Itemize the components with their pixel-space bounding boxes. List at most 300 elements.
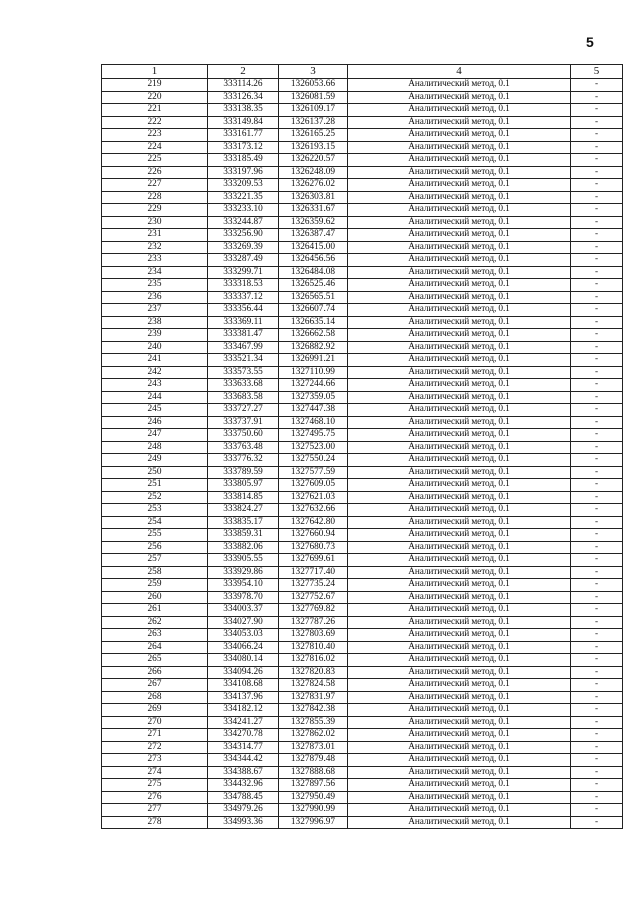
point-number-cell: 241 [102,354,208,367]
point-number-cell: 234 [102,266,208,279]
method-cell: Аналитический метод, 0.1 [348,179,571,192]
point-number-cell: 226 [102,166,208,179]
method-cell: Аналитический метод, 0.1 [348,791,571,804]
method-cell: Аналитический метод, 0.1 [348,566,571,579]
method-cell: Аналитический метод, 0.1 [348,341,571,354]
y-coordinate-cell: 1327735.24 [279,579,348,592]
method-cell: Аналитический метод, 0.1 [348,641,571,654]
y-coordinate-cell: 1326484.08 [279,266,348,279]
x-coordinate-cell: 333356.44 [208,304,279,317]
y-coordinate-cell: 1327879.48 [279,754,348,767]
method-cell: Аналитический метод, 0.1 [348,466,571,479]
description-cell: - [571,479,623,492]
point-number-cell: 258 [102,566,208,579]
x-coordinate-cell: 333369.11 [208,316,279,329]
method-cell: Аналитический метод, 0.1 [348,504,571,517]
method-cell: Аналитический метод, 0.1 [348,291,571,304]
description-cell: - [571,391,623,404]
point-number-cell: 251 [102,479,208,492]
description-cell: - [571,166,623,179]
table-row [102,766,623,779]
table-row [102,204,623,217]
method-cell: Аналитический метод, 0.1 [348,191,571,204]
description-cell: - [571,416,623,429]
y-coordinate-cell: 1327660.94 [279,529,348,542]
y-coordinate-cell: 1327550.24 [279,454,348,467]
point-number-cell: 256 [102,541,208,554]
y-coordinate-cell: 1327523.00 [279,441,348,454]
y-coordinate-cell: 1326109.17 [279,104,348,117]
y-coordinate-cell: 1326165.25 [279,129,348,142]
header-col-3: 3 [279,65,348,79]
description-cell: - [571,229,623,242]
x-coordinate-cell: 333269.39 [208,241,279,254]
description-cell: - [571,116,623,129]
method-cell: Аналитический метод, 0.1 [348,579,571,592]
point-number-cell: 225 [102,154,208,167]
point-number-cell: 254 [102,516,208,529]
x-coordinate-cell: 333114.26 [208,79,279,92]
table-row [102,754,623,767]
table-row [102,266,623,279]
x-coordinate-cell: 333954.10 [208,579,279,592]
method-cell: Аналитический метод, 0.1 [348,129,571,142]
description-cell: - [571,504,623,517]
table-row [102,579,623,592]
point-number-cell: 268 [102,691,208,704]
method-cell: Аналитический метод, 0.1 [348,804,571,817]
description-cell: - [571,104,623,117]
table-row [102,91,623,104]
point-number-cell: 253 [102,504,208,517]
method-cell: Аналитический метод, 0.1 [348,141,571,154]
y-coordinate-cell: 1327831.97 [279,691,348,704]
point-number-cell: 248 [102,441,208,454]
method-cell: Аналитический метод, 0.1 [348,329,571,342]
x-coordinate-cell: 333244.87 [208,216,279,229]
x-coordinate-cell: 334432.96 [208,779,279,792]
method-cell: Аналитический метод, 0.1 [348,591,571,604]
x-coordinate-cell: 334788.45 [208,791,279,804]
y-coordinate-cell: 1326276.02 [279,179,348,192]
x-coordinate-cell: 333727.27 [208,404,279,417]
method-cell: Аналитический метод, 0.1 [348,254,571,267]
point-number-cell: 228 [102,191,208,204]
method-cell: Аналитический метод, 0.1 [348,704,571,717]
description-cell: - [571,704,623,717]
description-cell: - [571,354,623,367]
method-cell: Аналитический метод, 0.1 [348,766,571,779]
description-cell: - [571,616,623,629]
point-number-cell: 229 [102,204,208,217]
y-coordinate-cell: 1327888.68 [279,766,348,779]
table-row [102,716,623,729]
description-cell: - [571,241,623,254]
method-cell: Аналитический метод, 0.1 [348,616,571,629]
description-cell: - [571,579,623,592]
description-cell: - [571,741,623,754]
point-number-cell: 275 [102,779,208,792]
x-coordinate-cell: 334066.24 [208,641,279,654]
x-coordinate-cell: 334388.67 [208,766,279,779]
x-coordinate-cell: 333126.34 [208,91,279,104]
table-row [102,216,623,229]
description-cell: - [571,779,623,792]
table-row [102,554,623,567]
y-coordinate-cell: 1327717.40 [279,566,348,579]
table-row [102,666,623,679]
y-coordinate-cell: 1327632.66 [279,504,348,517]
y-coordinate-cell: 1326331.67 [279,204,348,217]
header-col-4: 4 [348,65,571,79]
y-coordinate-cell: 1326137.28 [279,116,348,129]
x-coordinate-cell: 333776.32 [208,454,279,467]
x-coordinate-cell: 333805.97 [208,479,279,492]
description-cell: - [571,791,623,804]
x-coordinate-cell: 334993.36 [208,816,279,829]
description-cell: - [571,179,623,192]
point-number-cell: 265 [102,654,208,667]
y-coordinate-cell: 1327820.83 [279,666,348,679]
table-row [102,566,623,579]
table-row [102,416,623,429]
description-cell: - [571,529,623,542]
x-coordinate-cell: 333905.55 [208,554,279,567]
method-cell: Аналитический метод, 0.1 [348,516,571,529]
point-number-cell: 246 [102,416,208,429]
x-coordinate-cell: 333859.31 [208,529,279,542]
header-col-2: 2 [208,65,279,79]
x-coordinate-cell: 333467.99 [208,341,279,354]
method-cell: Аналитический метод, 0.1 [348,304,571,317]
method-cell: Аналитический метод, 0.1 [348,229,571,242]
x-coordinate-cell: 333929.86 [208,566,279,579]
description-cell: - [571,266,623,279]
method-cell: Аналитический метод, 0.1 [348,266,571,279]
x-coordinate-cell: 333824.27 [208,504,279,517]
table-row [102,429,623,442]
description-cell: - [571,679,623,692]
description-cell: - [571,216,623,229]
point-number-cell: 263 [102,629,208,642]
description-cell: - [571,204,623,217]
point-number-cell: 245 [102,404,208,417]
x-coordinate-cell: 333138.35 [208,104,279,117]
table-row [102,241,623,254]
description-cell: - [571,191,623,204]
y-coordinate-cell: 1327680.73 [279,541,348,554]
table-row [102,441,623,454]
table-row [102,154,623,167]
x-coordinate-cell: 333789.59 [208,466,279,479]
table-row [102,166,623,179]
table-row [102,104,623,117]
y-coordinate-cell: 1326359.62 [279,216,348,229]
point-number-cell: 273 [102,754,208,767]
table-row [102,116,623,129]
table-row [102,329,623,342]
x-coordinate-cell: 333978.70 [208,591,279,604]
table-row [102,591,623,604]
y-coordinate-cell: 1326053.66 [279,79,348,92]
description-cell: - [571,329,623,342]
point-number-cell: 232 [102,241,208,254]
x-coordinate-cell: 334182.12 [208,704,279,717]
table-row [102,391,623,404]
y-coordinate-cell: 1326220.57 [279,154,348,167]
y-coordinate-cell: 1327996.97 [279,816,348,829]
table-row [102,791,623,804]
point-number-cell: 262 [102,616,208,629]
method-cell: Аналитический метод, 0.1 [348,104,571,117]
point-number-cell: 277 [102,804,208,817]
x-coordinate-cell: 333381.47 [208,329,279,342]
method-cell: Аналитический метод, 0.1 [348,716,571,729]
point-number-cell: 240 [102,341,208,354]
description-cell: - [571,91,623,104]
description-cell: - [571,604,623,617]
description-cell: - [571,816,623,829]
x-coordinate-cell: 333737.91 [208,416,279,429]
point-number-cell: 271 [102,729,208,742]
method-cell: Аналитический метод, 0.1 [348,529,571,542]
y-coordinate-cell: 1327642.80 [279,516,348,529]
y-coordinate-cell: 1327787.26 [279,616,348,629]
point-number-cell: 235 [102,279,208,292]
table-body [102,79,623,829]
y-coordinate-cell: 1327609.05 [279,479,348,492]
x-coordinate-cell: 334270.78 [208,729,279,742]
y-coordinate-cell: 1327897.56 [279,779,348,792]
table-row [102,79,623,92]
y-coordinate-cell: 1326193.15 [279,141,348,154]
x-coordinate-cell: 333299.71 [208,266,279,279]
description-cell: - [571,804,623,817]
point-number-cell: 259 [102,579,208,592]
y-coordinate-cell: 1326662.58 [279,329,348,342]
x-coordinate-cell: 333209.53 [208,179,279,192]
point-number-cell: 266 [102,666,208,679]
table-header-row [102,65,623,79]
description-cell: - [571,729,623,742]
description-cell: - [571,404,623,417]
table-row [102,379,623,392]
point-number-cell: 238 [102,316,208,329]
y-coordinate-cell: 1327577.59 [279,466,348,479]
description-cell: - [571,316,623,329]
table-row [102,316,623,329]
method-cell: Аналитический метод, 0.1 [348,654,571,667]
description-cell: - [571,516,623,529]
description-cell: - [571,141,623,154]
x-coordinate-cell: 334053.03 [208,629,279,642]
y-coordinate-cell: 1326991.21 [279,354,348,367]
description-cell: - [571,766,623,779]
point-number-cell: 267 [102,679,208,692]
table-row [102,479,623,492]
point-number-cell: 222 [102,116,208,129]
method-cell: Аналитический метод, 0.1 [348,404,571,417]
point-number-cell: 244 [102,391,208,404]
y-coordinate-cell: 1326303.81 [279,191,348,204]
x-coordinate-cell: 334003.37 [208,604,279,617]
y-coordinate-cell: 1326456.56 [279,254,348,267]
x-coordinate-cell: 333287.49 [208,254,279,267]
method-cell: Аналитический метод, 0.1 [348,691,571,704]
method-cell: Аналитический метод, 0.1 [348,454,571,467]
point-number-cell: 219 [102,79,208,92]
table-row [102,541,623,554]
table-row [102,304,623,317]
x-coordinate-cell: 333256.90 [208,229,279,242]
method-cell: Аналитический метод, 0.1 [348,441,571,454]
method-cell: Аналитический метод, 0.1 [348,754,571,767]
table-row [102,454,623,467]
point-number-cell: 231 [102,229,208,242]
description-cell: - [571,629,623,642]
y-coordinate-cell: 1327769.82 [279,604,348,617]
method-cell: Аналитический метод, 0.1 [348,779,571,792]
table-row [102,516,623,529]
point-number-cell: 269 [102,704,208,717]
y-coordinate-cell: 1327359.05 [279,391,348,404]
description-cell: - [571,291,623,304]
x-coordinate-cell: 334027.90 [208,616,279,629]
point-number-cell: 270 [102,716,208,729]
x-coordinate-cell: 333185.49 [208,154,279,167]
method-cell: Аналитический метод, 0.1 [348,679,571,692]
y-coordinate-cell: 1326415.00 [279,241,348,254]
description-cell: - [571,441,623,454]
table-row [102,354,623,367]
point-number-cell: 227 [102,179,208,192]
y-coordinate-cell: 1326565.51 [279,291,348,304]
point-number-cell: 243 [102,379,208,392]
point-number-cell: 239 [102,329,208,342]
description-cell: - [571,279,623,292]
y-coordinate-cell: 1327621.03 [279,491,348,504]
point-number-cell: 261 [102,604,208,617]
y-coordinate-cell: 1326387.47 [279,229,348,242]
table-row [102,466,623,479]
y-coordinate-cell: 1326607.74 [279,304,348,317]
x-coordinate-cell: 334241.27 [208,716,279,729]
point-number-cell: 223 [102,129,208,142]
method-cell: Аналитический метод, 0.1 [348,366,571,379]
method-cell: Аналитический метод, 0.1 [348,416,571,429]
description-cell: - [571,566,623,579]
table-row [102,491,623,504]
y-coordinate-cell: 1326882.92 [279,341,348,354]
x-coordinate-cell: 333197.96 [208,166,279,179]
x-coordinate-cell: 334137.96 [208,691,279,704]
x-coordinate-cell: 333763.48 [208,441,279,454]
y-coordinate-cell: 1326525.46 [279,279,348,292]
description-cell: - [571,641,623,654]
method-cell: Аналитический метод, 0.1 [348,79,571,92]
x-coordinate-cell: 333683.58 [208,391,279,404]
y-coordinate-cell: 1327842.38 [279,704,348,717]
description-cell: - [571,154,623,167]
y-coordinate-cell: 1327810.40 [279,641,348,654]
x-coordinate-cell: 334080.14 [208,654,279,667]
point-number-cell: 233 [102,254,208,267]
description-cell: - [571,79,623,92]
description-cell: - [571,254,623,267]
method-cell: Аналитический метод, 0.1 [348,391,571,404]
table-row [102,229,623,242]
method-cell: Аналитический метод, 0.1 [348,479,571,492]
table-row [102,279,623,292]
point-number-cell: 252 [102,491,208,504]
table-row [102,704,623,717]
point-number-cell: 272 [102,741,208,754]
table-row [102,816,623,829]
table-row [102,341,623,354]
point-number-cell: 237 [102,304,208,317]
header-col-5: 5 [571,65,623,79]
point-number-cell: 220 [102,91,208,104]
x-coordinate-cell: 333521.34 [208,354,279,367]
table-row [102,604,623,617]
method-cell: Аналитический метод, 0.1 [348,354,571,367]
coordinates-table [101,64,623,829]
method-cell: Аналитический метод, 0.1 [348,204,571,217]
method-cell: Аналитический метод, 0.1 [348,316,571,329]
method-cell: Аналитический метод, 0.1 [348,216,571,229]
x-coordinate-cell: 334108.68 [208,679,279,692]
point-number-cell: 278 [102,816,208,829]
x-coordinate-cell: 333221.35 [208,191,279,204]
table-row [102,741,623,754]
point-number-cell: 260 [102,591,208,604]
y-coordinate-cell: 1327752.67 [279,591,348,604]
method-cell: Аналитический метод, 0.1 [348,629,571,642]
y-coordinate-cell: 1326248.09 [279,166,348,179]
description-cell: - [571,491,623,504]
x-coordinate-cell: 333835.17 [208,516,279,529]
method-cell: Аналитический метод, 0.1 [348,279,571,292]
description-cell: - [571,304,623,317]
table-row [102,254,623,267]
point-number-cell: 264 [102,641,208,654]
table-row [102,179,623,192]
y-coordinate-cell: 1327873.01 [279,741,348,754]
x-coordinate-cell: 334094.26 [208,666,279,679]
method-cell: Аналитический метод, 0.1 [348,604,571,617]
table-row [102,679,623,692]
x-coordinate-cell: 333573.55 [208,366,279,379]
point-number-cell: 257 [102,554,208,567]
x-coordinate-cell: 334314.77 [208,741,279,754]
point-number-cell: 250 [102,466,208,479]
point-number-cell: 247 [102,429,208,442]
method-cell: Аналитический метод, 0.1 [348,729,571,742]
method-cell: Аналитический метод, 0.1 [348,154,571,167]
y-coordinate-cell: 1327244.66 [279,379,348,392]
point-number-cell: 276 [102,791,208,804]
table-row [102,779,623,792]
x-coordinate-cell: 333750.60 [208,429,279,442]
table-row [102,654,623,667]
table-row [102,191,623,204]
description-cell: - [571,466,623,479]
method-cell: Аналитический метод, 0.1 [348,379,571,392]
y-coordinate-cell: 1327950.49 [279,791,348,804]
y-coordinate-cell: 1327862.02 [279,729,348,742]
point-number-cell: 242 [102,366,208,379]
table-row [102,629,623,642]
